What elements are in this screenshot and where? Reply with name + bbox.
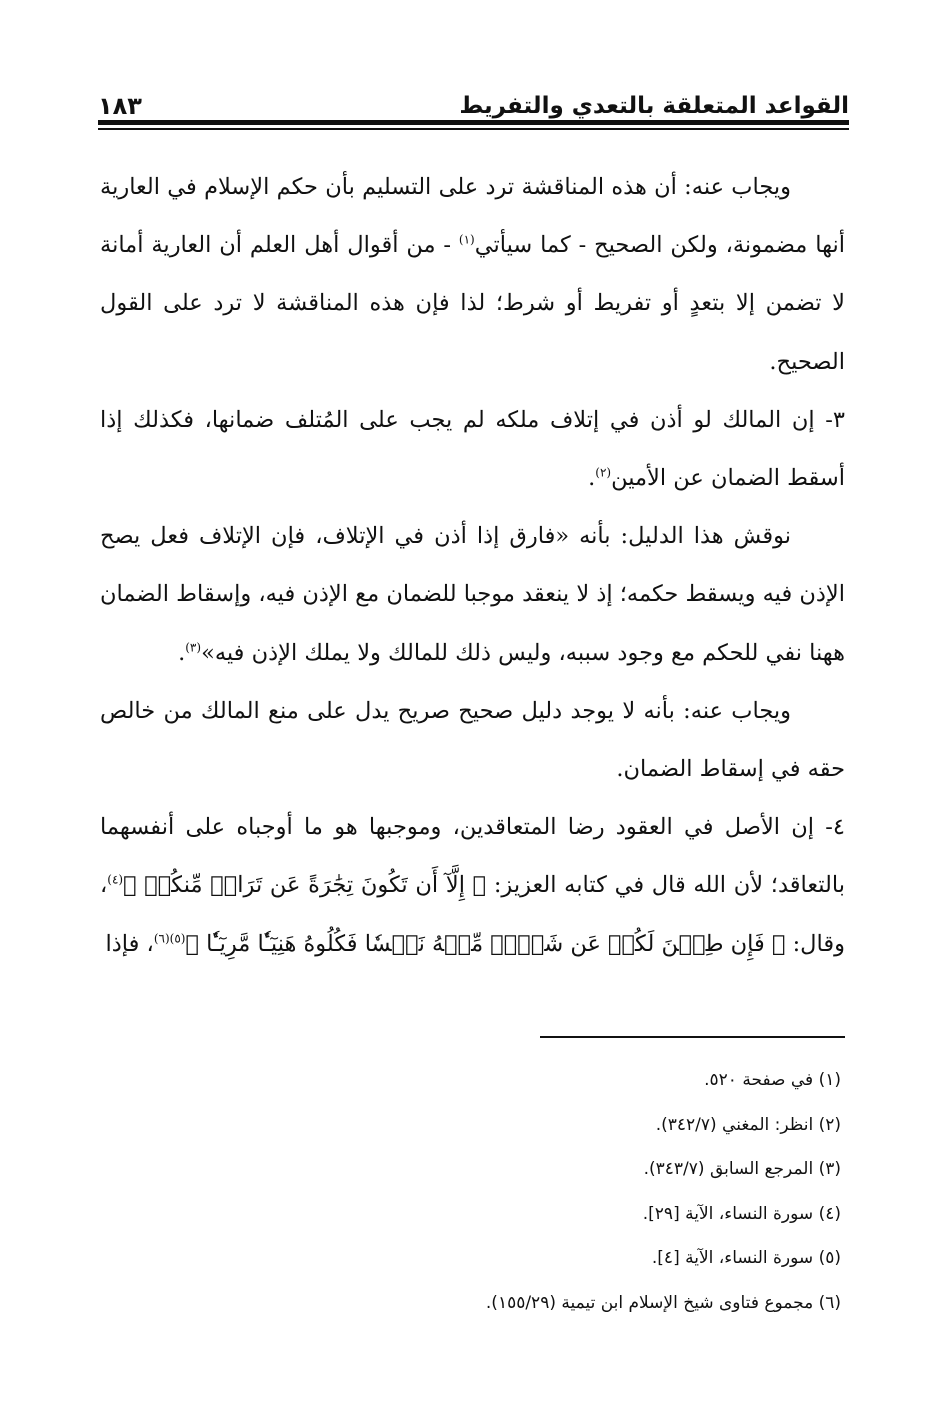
footnote-ref-5-6: (٥)(٦) (153, 931, 186, 946)
footnote-separator (540, 1036, 845, 1038)
footnote-1: (١) في صفحة ٥٢٠. (704, 1070, 841, 1090)
paragraph-point-4 (100, 798, 845, 973)
header-rule-thin (98, 128, 849, 130)
footnote-4: (٤) سورة النساء، الآية [٢٩]. (642, 1203, 841, 1224)
paragraph-point-3 (100, 391, 845, 507)
text-run: . (588, 465, 596, 492)
footnote-6: (٦) مجموع فتاوى شيخ الإسلام ابن تيمية (١٥٥/٢٩). (485, 1292, 841, 1313)
footnote-3: (٣) المرجع السابق (٣٤٣/٧). (643, 1159, 841, 1180)
running-title: القواعد المتعلقة بالتعدي والتفريط (459, 93, 849, 119)
text-run: ويجاب عنه: أن هذه المناقشة ترد على التسليم بأن حكم الإسلام في العارية أنها مضمونة، ولكن الصحيح - كما سيأتي (100, 174, 845, 259)
page-header (98, 78, 849, 118)
text-run: نوقش هذا الدليل: بأنه «فارق إذا أذن في الإتلاف، فإن الإتلاف فعل يصح الإذن فيه ويسقط حكمه؛ إذ لا ينعقد موجبا للضمان مع الإذن فيه، وإسقاط الضمان ههنا نفي للحكم مع وجود سببه، وليس ذلك للمالك ولا يملك الإذن فيه» (100, 523, 845, 666)
header-rule-thick (98, 120, 849, 125)
footnote-ref-4: (٤) (107, 872, 124, 887)
paragraph-response-1 (100, 158, 845, 391)
footnote-ref-1: (١) (458, 232, 475, 247)
footnotes (100, 1058, 841, 1326)
text-run: ٤- إن الأصل في العقود رضا المتعاقدين، وموجبها هو ما أوجباه على أنفسهما بالتعاقد؛ لأن الله قال في كتابه العزيز: ﴿ إِلَّآ أَن تَكُونَ تِجَٰرَةً عَن تَرَاضٖ مِّنكُمۡ ﴾ (100, 814, 845, 899)
paragraph-objection (100, 507, 845, 682)
text-run: - من أقوال أهل العلم أن العارية أمانة لا تضمن إلا بتعدٍ أو تفريط أو شرط؛ لذا فإن هذه المناقشة لا ترد على القول الصحيح. (100, 232, 845, 375)
footnote-5: (٥) سورة النساء، الآية [٤]. (651, 1248, 841, 1269)
main-text (100, 158, 845, 973)
footnote-ref-3: (٣) (185, 640, 202, 655)
text-run: ، فإذا (105, 930, 154, 957)
footnote-2: (٢) انظر: المغني (٣٤٢/٧). (655, 1114, 841, 1135)
page-number: ١٨٣ (98, 92, 142, 120)
footnote-ref-2: (٢) (595, 465, 612, 480)
text-run: . (178, 639, 186, 666)
quran-verse: ، وقال: ﴿ فَإِن طِبۡنَ لَكُمۡ عَن شَيۡءٖ مِّنۡهُ نَفۡسٗا فَكُلُوهُ هَنِيٓـٔٗا مَّرِيٓـٔٗا ﴾ (100, 872, 845, 957)
text-run: ويجاب عنه: بأنه لا يوجد دليل صحيح صريح يدل على منع المالك من خالص حقه في إسقاط الضمان. (100, 697, 845, 783)
text-run: ٣- إن المالك لو أذن في إتلاف ملكه لم يجب على المُتلف ضمانها، فكذلك إذا أسقط الضمان عن الأمين (100, 406, 845, 492)
paragraph-response-2 (100, 682, 845, 798)
